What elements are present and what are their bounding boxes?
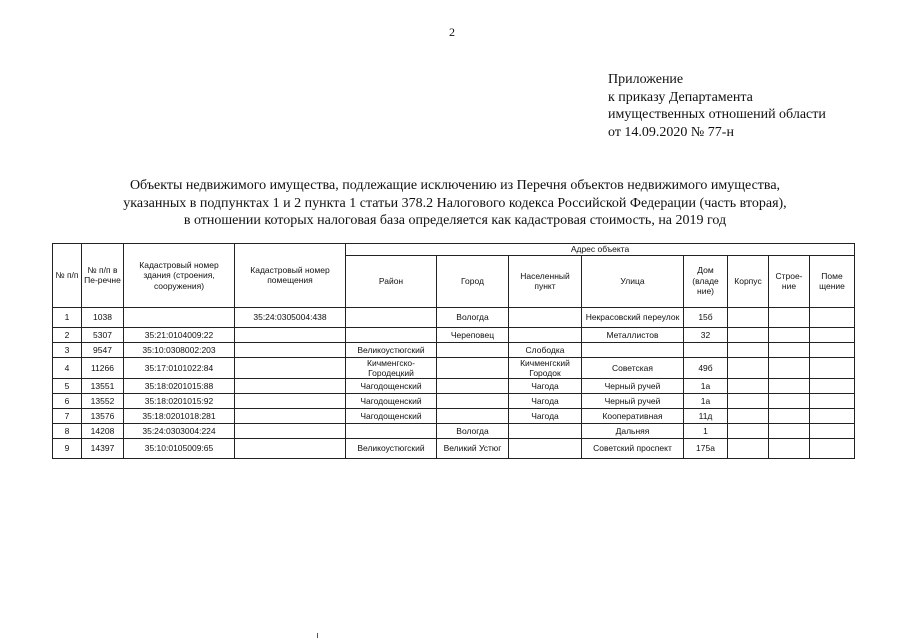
- cell-house: 1а: [684, 378, 728, 393]
- cell-house: [684, 342, 728, 357]
- cell-korpus: [728, 408, 769, 423]
- cell-building-cad: 35:18:0201015:92: [124, 393, 235, 408]
- cell-house: 11д: [684, 408, 728, 423]
- cell-district: [346, 423, 437, 438]
- cell-room-cad: [235, 438, 346, 458]
- cell-room-cad: [235, 327, 346, 342]
- cell-room-cad: [235, 357, 346, 378]
- cell-num: 6: [53, 393, 82, 408]
- document-title: [40, 177, 870, 230]
- title-line: указанных в подпунктах 1 и 2 пункта 1 статьи 378.2 Налогового кодекса Российской Федерации (часть вторая),: [123, 195, 787, 211]
- cell-city: [437, 342, 509, 357]
- cell-pomeshchenie: [810, 378, 855, 393]
- cell-list-num: 13552: [82, 393, 124, 408]
- cell-stroenie: [769, 357, 810, 378]
- cell-room-cad: 35:24:0305004:438: [235, 307, 346, 327]
- cell-city: Великий Устюг: [437, 438, 509, 458]
- cell-list-num: 14397: [82, 438, 124, 458]
- title-line: Объекты недвижимого имущества, подлежащие исключению из Перечня объектов недвижимого имущества,: [129, 178, 781, 193]
- appendix-line: от 14.09.2020 № 77-н: [608, 124, 734, 140]
- cell-house: 1: [684, 423, 728, 438]
- cell-house: 175а: [684, 438, 728, 458]
- cell-pomeshchenie: [810, 357, 855, 378]
- cell-num: 5: [53, 378, 82, 393]
- cell-korpus: [728, 327, 769, 342]
- cell-pomeshchenie: [810, 423, 855, 438]
- cell-street: Черный ручей: [582, 378, 684, 393]
- cell-building-cad: 35:21:0104009:22: [124, 327, 235, 342]
- table-row: [53, 357, 855, 378]
- cell-settlement: [509, 307, 582, 327]
- cell-list-num: 11266: [82, 357, 124, 378]
- cell-settlement: Чагода: [509, 393, 582, 408]
- cell-street: Черный ручей: [582, 393, 684, 408]
- cell-settlement: [509, 327, 582, 342]
- cell-building-cad: 35:17:0101022:84: [124, 357, 235, 378]
- cell-district: Чагодощенский: [346, 393, 437, 408]
- cell-list-num: 9547: [82, 342, 124, 357]
- cell-list-num: 1038: [82, 307, 124, 327]
- cell-korpus: [728, 423, 769, 438]
- cell-stroenie: [769, 342, 810, 357]
- cell-num: 7: [53, 408, 82, 423]
- cell-korpus: [728, 307, 769, 327]
- cell-district: Великоустюгский: [346, 438, 437, 458]
- cell-pomeshchenie: [810, 327, 855, 342]
- cell-num: 9: [53, 438, 82, 458]
- cell-district: [346, 307, 437, 327]
- cell-street: [582, 342, 684, 357]
- cell-city: Череповец: [437, 327, 509, 342]
- cell-list-num: 5307: [82, 327, 124, 342]
- cell-korpus: [728, 378, 769, 393]
- header-pomeshchenie: Поме щение: [810, 255, 855, 307]
- cell-pomeshchenie: [810, 307, 855, 327]
- cell-korpus: [728, 438, 769, 458]
- appendix-line: имущественных отношений области: [608, 107, 826, 122]
- cell-house: 15б: [684, 307, 728, 327]
- title-line: в отношении которых налоговая база определяется как кадастровая стоимость, на 2019 год: [183, 213, 727, 228]
- cell-num: 3: [53, 342, 82, 357]
- header-room-cadastral: Кадастровый номер помещения: [235, 244, 346, 308]
- cell-num: 4: [53, 357, 82, 378]
- cell-district: Чагодощенский: [346, 378, 437, 393]
- property-table: [52, 243, 855, 459]
- cell-city: [437, 393, 509, 408]
- appendix-line: Приложение: [608, 72, 684, 87]
- cell-settlement: Чагода: [509, 408, 582, 423]
- cell-building-cad: [124, 307, 235, 327]
- cell-num: 1: [53, 307, 82, 327]
- header-settlement: Населенный пункт: [509, 255, 582, 307]
- table-row: [53, 393, 855, 408]
- cell-num: 2: [53, 327, 82, 342]
- cell-room-cad: [235, 423, 346, 438]
- cell-stroenie: [769, 408, 810, 423]
- cell-stroenie: [769, 393, 810, 408]
- cell-building-cad: 35:18:0201015:88: [124, 378, 235, 393]
- cell-city: [437, 357, 509, 378]
- cell-settlement: Слободка: [509, 342, 582, 357]
- cell-korpus: [728, 342, 769, 357]
- cell-korpus: [728, 357, 769, 378]
- cell-num: 8: [53, 423, 82, 438]
- cell-list-num: 13576: [82, 408, 124, 423]
- cell-korpus: [728, 393, 769, 408]
- table-row: [53, 423, 855, 438]
- cell-building-cad: 35:10:0105009:65: [124, 438, 235, 458]
- cell-building-cad: 35:18:0201018:281: [124, 408, 235, 423]
- page-number: 2: [449, 25, 455, 39]
- header-city: Город: [437, 255, 509, 307]
- cell-street: Советский проспект: [582, 438, 684, 458]
- cell-house: 1а: [684, 393, 728, 408]
- cell-stroenie: [769, 438, 810, 458]
- header-district: Район: [346, 255, 437, 307]
- cell-room-cad: [235, 393, 346, 408]
- cell-building-cad: 35:10:0308002:203: [124, 342, 235, 357]
- header-address-group: Адрес объекта: [346, 244, 855, 256]
- header-house: Дом (владе ние): [684, 255, 728, 307]
- cell-city: [437, 408, 509, 423]
- table-row: [53, 438, 855, 458]
- cell-building-cad: 35:24:0303004:224: [124, 423, 235, 438]
- cell-settlement: [509, 438, 582, 458]
- cell-street: Кооперативная: [582, 408, 684, 423]
- cell-settlement: Чагода: [509, 378, 582, 393]
- header-street: Улица: [582, 255, 684, 307]
- cell-list-num: 14208: [82, 423, 124, 438]
- table-row: [53, 378, 855, 393]
- cell-stroenie: [769, 423, 810, 438]
- cell-settlement: [509, 423, 582, 438]
- cell-city: Вологда: [437, 423, 509, 438]
- cell-stroenie: [769, 307, 810, 327]
- table-row: [53, 307, 855, 327]
- cell-settlement: Кичменгский Городок: [509, 357, 582, 378]
- cell-room-cad: [235, 342, 346, 357]
- header-stroenie: Строе-ние: [769, 255, 810, 307]
- cell-district: [346, 327, 437, 342]
- cell-street: Советская: [582, 357, 684, 378]
- cell-room-cad: [235, 408, 346, 423]
- cell-pomeshchenie: [810, 438, 855, 458]
- appendix-block: [608, 71, 826, 141]
- header-building-cadastral: Кадастровый номер здания (строения, сооружения): [124, 244, 235, 308]
- cell-district: Великоустюгский: [346, 342, 437, 357]
- scan-mark: [317, 633, 318, 638]
- header-korpus: Корпус: [728, 255, 769, 307]
- cell-street: Некрасовский переулок: [582, 307, 684, 327]
- appendix-line: к приказу Департамента: [608, 89, 753, 105]
- cell-street: Дальняя: [582, 423, 684, 438]
- cell-street: Металлистов: [582, 327, 684, 342]
- cell-house: 49б: [684, 357, 728, 378]
- cell-pomeshchenie: [810, 408, 855, 423]
- table-row: [53, 408, 855, 423]
- cell-city: [437, 378, 509, 393]
- cell-room-cad: [235, 378, 346, 393]
- cell-list-num: 13551: [82, 378, 124, 393]
- cell-district: Чагодощенский: [346, 408, 437, 423]
- cell-city: Вологда: [437, 307, 509, 327]
- header-num: № п/п: [53, 244, 82, 308]
- cell-house: 32: [684, 327, 728, 342]
- cell-stroenie: [769, 327, 810, 342]
- cell-pomeshchenie: [810, 342, 855, 357]
- table-row: [53, 327, 855, 342]
- cell-pomeshchenie: [810, 393, 855, 408]
- header-list-num: № п/п в Пе-речне: [82, 244, 124, 308]
- cell-stroenie: [769, 378, 810, 393]
- table-row: [53, 342, 855, 357]
- cell-district: Кичменгско-Городецкий: [346, 357, 437, 378]
